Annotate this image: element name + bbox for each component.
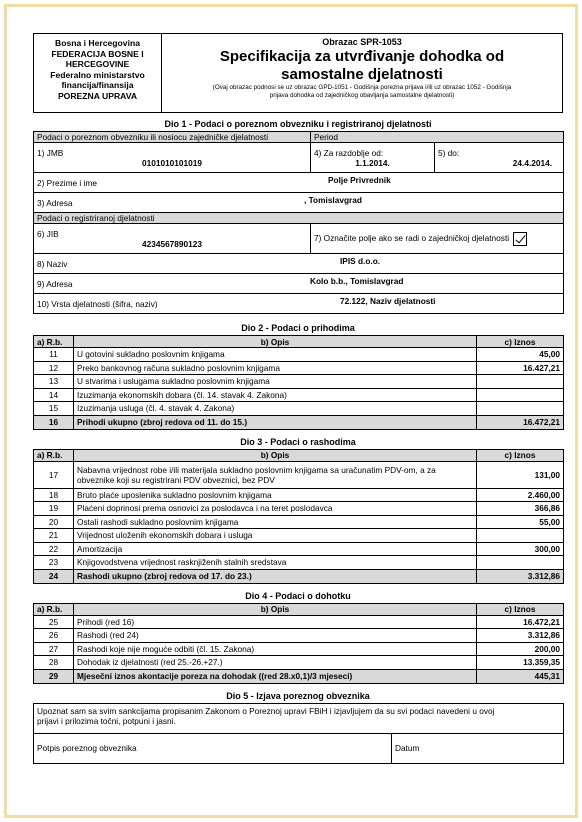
- row-opis: U stvarima i uslugama sukladno poslovnim knjigama: [74, 375, 477, 389]
- table-row: [34, 515, 564, 529]
- address-value: , Tomislavgrad: [304, 194, 362, 205]
- section-title-dio4: Dio 4 - Podaci o dohotku: [245, 590, 351, 601]
- row-opis: Rashodi koje nije moguće odbiti (čl. 15. Zakona): [74, 642, 477, 656]
- row-iznos[interactable]: [477, 556, 564, 570]
- company-address-value: Kolo b.b., Tomislavgrad: [310, 275, 404, 286]
- table-row: [34, 388, 564, 402]
- row-opis: Izuzimanja usluga (čl. 4. stavak 4. Zakona): [74, 402, 477, 416]
- row-opis: [74, 461, 477, 488]
- row-rb: 14: [34, 388, 74, 402]
- row-rb: 17: [34, 461, 74, 488]
- authority-line: POREZNA UPRAVA: [57, 90, 138, 101]
- company-name-field[interactable]: [34, 254, 564, 274]
- row-rb: 21: [34, 529, 74, 543]
- table-row: [34, 375, 564, 389]
- company-name-label: 8) Naziv: [37, 258, 68, 269]
- jmb-label: 1) JMB: [37, 147, 64, 158]
- taxpayer-subheader: Podaci o poreznom obvezniku ili nosiocu zajedničke djelatnosti: [34, 132, 311, 143]
- activity-type-field[interactable]: [34, 294, 564, 314]
- address-label: 3) Adresa: [37, 197, 73, 208]
- table-row: [34, 529, 564, 543]
- declaration-line: Upoznat sam sa svim sankcijama propisanim Zakonom o Poreznoj upravi FBiH i izjavljujem da su svi podaci navedeni u ovoj: [37, 705, 495, 716]
- total-iznos: 16.472,21: [477, 415, 564, 429]
- section-title-dio2: Dio 2 - Podaci o prihodima: [241, 323, 355, 333]
- name-value: Polje Privrednik: [328, 174, 391, 185]
- joint-activity-label: 7) Označite polje ako se radi o zajedničkoj djelatnosti: [314, 232, 510, 243]
- table-row: [34, 629, 564, 643]
- table-row: [34, 361, 564, 375]
- period-subheader: Period: [311, 132, 564, 143]
- row-opis-line: Nabavna vrijednost robe i/ili materijala sukladno poslovnim knjigama sa uračunatim PDV-om, a za: [77, 464, 436, 475]
- row-opis: Plaćeni doprinosi prema osnovici za poslodavca i na teret poslodavca: [74, 502, 477, 516]
- row-iznos[interactable]: 366,86: [477, 502, 564, 516]
- table-row: [34, 461, 564, 488]
- row-iznos[interactable]: 45,00: [477, 348, 564, 362]
- row-rb: 28: [34, 656, 74, 670]
- authority-block: [34, 34, 162, 112]
- jmb-value: 0101010101019: [142, 157, 202, 168]
- name-label: 2) Prezime i ime: [37, 177, 97, 188]
- table-row: [34, 488, 564, 502]
- row-iznos[interactable]: [477, 375, 564, 389]
- activity-type-value: 72.122, Naziv djelatnosti: [340, 295, 436, 306]
- authority-line: financija/finansija: [61, 80, 134, 91]
- col-header-rb: a) R.b.: [34, 603, 74, 615]
- row-rb: 11: [34, 348, 74, 362]
- declaration-line: prijavi i prilozima točni, potpuni i jasni.: [37, 715, 176, 726]
- total-opis: Rashodi ukupno (zbroj redova od 17. do 23.): [74, 569, 477, 583]
- income-result-table: [33, 603, 564, 684]
- row-opis: Vrijednost uloženih ekonomskih dobara i usluga: [74, 529, 477, 543]
- form-header: [33, 33, 563, 113]
- row-rb: 15: [34, 402, 74, 416]
- section-title-dio5: Dio 5 - Izjava poreznog obveznika: [226, 690, 370, 701]
- row-opis: Preko bankovnog računa sukladno poslovnim knjigama: [74, 361, 477, 375]
- row-iznos[interactable]: 16.427,21: [477, 361, 564, 375]
- page-frame: [4, 4, 578, 818]
- address-field[interactable]: [34, 193, 564, 213]
- period-from-value: 1.1.2014.: [355, 157, 390, 168]
- table-row: [34, 402, 564, 416]
- row-iznos[interactable]: 200,00: [477, 642, 564, 656]
- row-rb: 19: [34, 502, 74, 516]
- income-table: [33, 335, 564, 430]
- form-code: Obrazac SPR-1053: [322, 37, 402, 47]
- total-opis: Mjesečni iznos akontacije poreza na dohodak ((red 28.x0,1)/3 mjeseci): [74, 669, 477, 683]
- row-opis: Bruto plaće uposlenika sukladno poslovnim knjigama: [74, 488, 477, 502]
- authority-line: Federalno ministarstvo: [50, 69, 145, 80]
- row-opis-line: obveznike koji su registrirani PDV obveznici, bez PDV: [77, 474, 275, 485]
- row-iznos[interactable]: 3.312,86: [477, 629, 564, 643]
- period-to-value: 24.4.2014.: [512, 157, 553, 168]
- row-rb: 25: [34, 615, 74, 629]
- row-iznos[interactable]: 55,00: [477, 515, 564, 529]
- declaration-table: [33, 703, 564, 764]
- col-header-iznos: c) Iznos: [477, 603, 564, 615]
- signature-field[interactable]: [34, 733, 392, 763]
- col-header-opis: b) Opis: [74, 336, 477, 348]
- date-field[interactable]: [392, 733, 564, 763]
- title-block: [162, 34, 562, 112]
- row-rb: 12: [34, 361, 74, 375]
- total-rb: 24: [34, 569, 74, 583]
- row-iznos[interactable]: 13.359,35: [477, 656, 564, 670]
- joint-activity-checkbox[interactable]: [513, 232, 527, 246]
- table-row: [34, 502, 564, 516]
- row-iznos[interactable]: [477, 402, 564, 416]
- jib-field[interactable]: [34, 224, 311, 254]
- company-name-value: IPIS d.o.o.: [340, 255, 381, 266]
- taxpayer-table: [33, 131, 564, 314]
- period-from-field[interactable]: [311, 143, 435, 173]
- joint-activity-field[interactable]: [311, 224, 564, 254]
- row-rb: 26: [34, 629, 74, 643]
- form-note-line2: prijava dohodka od zajedničkog obavljanja samostalne djelatnosti): [269, 92, 455, 100]
- col-header-opis: b) Opis: [74, 449, 477, 461]
- row-opis: U gotovini sukladno poslovnim knjigama: [74, 348, 477, 362]
- jib-value: 4234567890123: [142, 238, 202, 249]
- signature-label: Potpis poreznog obveznika: [37, 743, 137, 753]
- period-to-label: 5) do:: [438, 147, 460, 158]
- period-from-label: 4) Za razdoblje od:: [314, 147, 384, 158]
- form-body: [33, 33, 563, 764]
- col-header-opis: b) Opis: [74, 603, 477, 615]
- row-opis: Amortizacija: [74, 542, 477, 556]
- row-rb: 20: [34, 515, 74, 529]
- row-opis: Prihodi (red 16): [74, 615, 477, 629]
- table-row: [34, 556, 564, 570]
- total-iznos: 445,31: [477, 669, 564, 683]
- row-opis: Knjigovodstvena vrijednost rasknjiženih stalnih sredstava: [74, 556, 477, 570]
- row-opis: Dohodak iz djelatnosti (red 25.-26.+27.): [74, 656, 477, 670]
- authority-line: HERCEGOVINE: [65, 59, 130, 70]
- row-iznos[interactable]: 2.460,00: [477, 488, 564, 502]
- table-row: [34, 642, 564, 656]
- row-rb: 22: [34, 542, 74, 556]
- company-address-label: 9) Adresa: [37, 278, 73, 289]
- row-rb: 13: [34, 375, 74, 389]
- row-iznos[interactable]: [477, 388, 564, 402]
- row-opis: Ostali rashodi sukladno poslovnim knjigama: [74, 515, 477, 529]
- col-header-iznos: c) Iznos: [477, 336, 564, 348]
- form-title-line2: samostalne djelatnosti: [281, 66, 443, 83]
- authority-line: FEDERACIJA BOSNE I: [51, 48, 144, 59]
- row-iznos[interactable]: 300,00: [477, 542, 564, 556]
- activity-type-label: 10) Vrsta djelatnosti (šifra, naziv): [37, 298, 158, 309]
- table-row: [34, 542, 564, 556]
- col-header-iznos: c) Iznos: [477, 449, 564, 461]
- table-row: [34, 615, 564, 629]
- declaration-statement: [34, 703, 564, 733]
- authority-line: Bosna i Hercegovina: [54, 38, 140, 48]
- row-rb: 18: [34, 488, 74, 502]
- section-title-dio1: Dio 1 - Podaci o poreznom obvezniku i registriranoj djelatnosti: [164, 119, 432, 129]
- total-opis: Prihodi ukupno (zbroj redova od 11. do 15.): [74, 415, 477, 429]
- expenses-table: [33, 449, 564, 584]
- table-row: [34, 656, 564, 670]
- name-field[interactable]: [34, 173, 564, 193]
- row-iznos[interactable]: [477, 529, 564, 543]
- total-rb: 16: [34, 415, 74, 429]
- jib-label: 6) JIB: [37, 228, 59, 239]
- row-opis: Rashodi (red 24): [74, 629, 477, 643]
- registered-subheader: Podaci o registriranoj djelatnosti: [34, 213, 564, 224]
- row-iznos[interactable]: 131,00: [477, 461, 564, 488]
- table-row: [34, 348, 564, 362]
- row-iznos[interactable]: 16.472,21: [477, 615, 564, 629]
- company-address-field[interactable]: [34, 274, 564, 294]
- col-header-rb: a) R.b.: [34, 449, 74, 461]
- period-to-field[interactable]: [435, 143, 564, 173]
- row-rb: 27: [34, 642, 74, 656]
- section-title-dio3: Dio 3 - Podaci o rashodima: [240, 436, 356, 447]
- total-iznos: 3.312,86: [477, 569, 564, 583]
- form-title-line1: Specifikacija za utvrđivanje dohodka od: [219, 48, 505, 65]
- jmb-field[interactable]: [34, 143, 311, 173]
- total-rb: 29: [34, 669, 74, 683]
- date-label: Datum: [395, 743, 420, 753]
- col-header-rb: a) R.b.: [34, 336, 74, 348]
- form-note-line1: (Ovaj obrazac podnosi se uz obrazac GPD-1051 - Godišnja porezna prijava i/ili uz obrazac 1052 - Godišnja: [212, 84, 512, 91]
- row-rb: 23: [34, 556, 74, 570]
- row-opis: Izuzimanja ekonomskih dobara (čl. 14. stavak 4. Zakona): [74, 388, 477, 402]
